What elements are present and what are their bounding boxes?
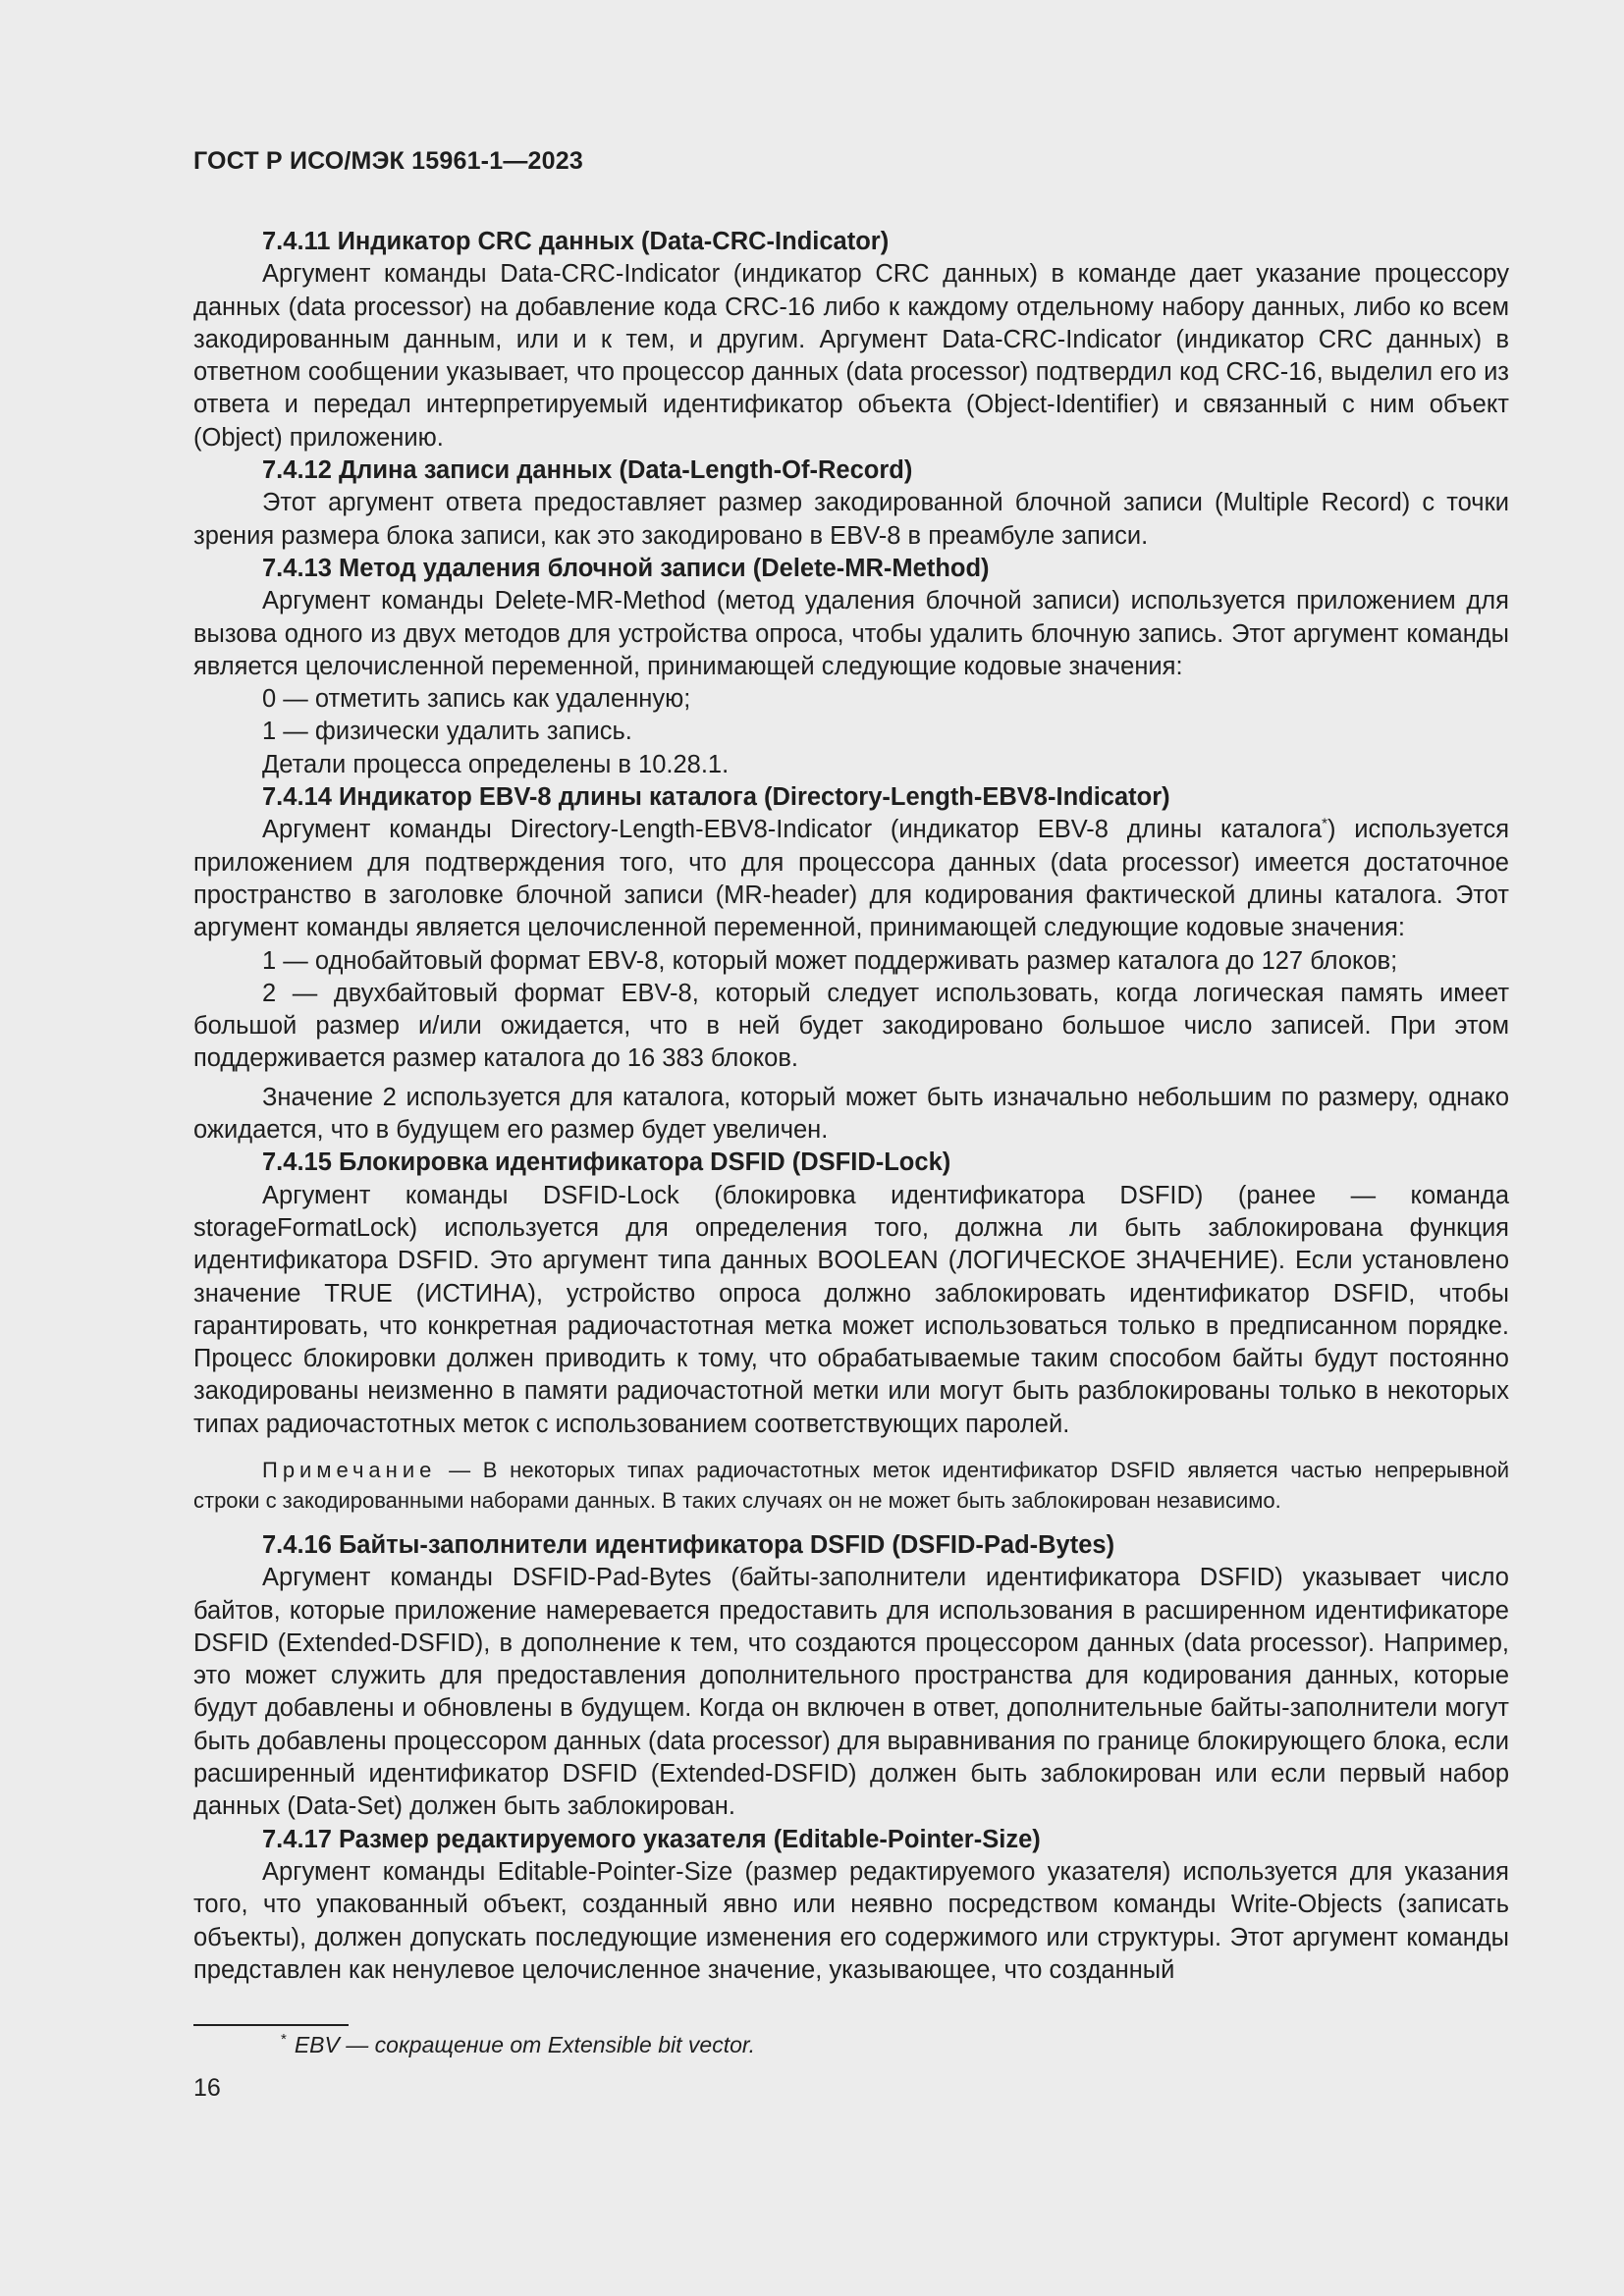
section-heading: 7.4.17 Размер редактируемого указателя (Editable-Pointer-Size) (262, 1825, 1041, 1853)
document-header: ГОСТ Р ИСО/МЭК 15961-1—2023 (193, 147, 583, 175)
section-heading: 7.4.14 Индикатор EBV-8 длины каталога (Directory-Length-EBV8-Indicator) (262, 783, 1170, 812)
section-heading: 7.4.13 Метод удаления блочной записи (Delete-MR-Method) (262, 554, 990, 582)
paragraph: Аргумент команды DSFID-Lock (блокировка идентификатора DSFID) (ранее — команда storageFormatLock) используется для определения того, должна ли быть заблокирована функция идентификатора DSFID. Это аргумент типа данных BOOLEAN (ЛОГИЧЕСКОЕ ЗНАЧЕНИЕ). Если установлено значение TRUE (ИСТИНА), устройство опроса должно заблокировать идентификатор DSFID, чтобы гарантировать, что конкретная радиочастотная метка может использоваться только в предписанном порядке. Процесс блокировки должен приводить к тому, что обрабатываемые таким способом байты будут постоянно закодированы неизменно в памяти радиочастотной метки или могут быть разблокированы только в некоторых типах радиочастотных меток с использованием соответствующих паролей. (193, 1181, 1509, 1438)
section-heading: 7.4.16 Байты-заполнители идентификатора DSFID (DSFID-Pad-Bytes) (262, 1530, 1115, 1559)
paragraph: Этот аргумент ответа предоставляет размер закодированной блочной записи (Multiple Record) с точки зрения размера блока записи, как это закодировано в EBV-8 в преамбуле записи. (193, 489, 1509, 550)
section-heading: 7.4.15 Блокировка идентификатора DSFID (DSFID-Lock) (262, 1148, 951, 1177)
footnote-text: EBV — сокращение от Extensible bit vector. (294, 2032, 756, 2057)
list-item: 2 — двухбайтовый формат EBV-8, который следует использовать, когда логическая память имеет большой размер и/или ожидается, что в ней будет закодировано большое число записей. При этом поддерживается размер каталога до 16 383 блоков. (193, 979, 1509, 1073)
paragraph-text: ) используется приложением для подтверждения того, что для процессора данных (data processor) имеется достаточное пространство в заголовке блочной записи (MR-header) для кодирования фактической длины каталога. Этот аргумент команды является целочисленной переменной, принимающей следующие кодовые значения: (193, 816, 1509, 942)
section-heading: 7.4.12 Длина записи данных (Data-Length-Of-Record) (262, 456, 913, 485)
paragraph: Аргумент команды Delete-MR-Method (метод удаления блочной записи) используется приложением для вызова одного из двух методов для устройства опроса, чтобы удалить блочную запись. Этот аргумент команды является целочисленной переменной, принимающей следующие кодовые значения: (193, 587, 1509, 680)
list-item: 1 — физически удалить запись. (262, 718, 632, 746)
list-item: 0 — отметить запись как удаленную; (262, 685, 691, 714)
list-item: 1 — однобайтовый формат EBV-8, который может поддерживать размер каталога до 127 блоков; (262, 946, 1398, 975)
note-label: Примечание (262, 1457, 437, 1482)
footnote-reference: * (1322, 815, 1327, 832)
note-text: — В некоторых типах радиочастотных меток идентификатор DSFID является частью непрерывной строки с закодированными наборами данных. В таких случаях он не может быть заблокирован независимо. (193, 1457, 1509, 1513)
paragraph: Аргумент команды DSFID-Pad-Bytes (байты-заполнители идентификатора DSFID) указывает число байтов, которые приложение намеревается предоставить для использования в расширенном идентификаторе DSFID (Extended-DSFID), в дополнение к тем, что создаются процессором данных (data processor). Например, это может служить для предоставления дополнительного пространства для кодирования данных, которые будут добавлены и обновлены в будущем. Когда он включен в ответ, дополнительные байты-заполнители могут быть добавлены процессором данных (data processor) для выравнивания по границе блокирующего блока, если расширенный идентификатор DSFID (Extended-DSFID) должен быть заблокирован или если первый набор данных (Data-Set) должен быть заблокирован. (193, 1564, 1509, 1821)
footnote (281, 2032, 755, 2058)
paragraph-text: Аргумент команды Directory-Length-EBV8-Indicator (индикатор EBV-8 длины каталога (262, 816, 1323, 844)
page-number: 16 (193, 2074, 221, 2102)
paragraph: Детали процесса определены в 10.28.1. (262, 750, 730, 778)
footnote-marker: * (281, 2031, 287, 2049)
paragraph (193, 814, 1509, 944)
document-body (193, 226, 1509, 1987)
section-heading: 7.4.11 Индикатор CRC данных (Data-CRC-Indicator) (262, 228, 890, 255)
paragraph: Аргумент команды Editable-Pointer-Size (размер редактируемого указателя) используется для указания того, что упакованный объект, созданный явно или неявно посредством команды Write-Objects (записать объекты), должен допускать последующие изменения его содержимого или структуры. Этот аргумент команды представлен как ненулевое целочисленное значение, указывающее, что созданный (193, 1857, 1509, 1984)
footnote-divider (193, 2024, 349, 2026)
paragraph: Аргумент команды Data-CRC-Indicator (индикатор CRC данных) в команде дает указание процессору данных (data processor) на добавление кода CRC-16 либо к каждому отдельному набору данных, либо ко всем закодированным данным, или и к тем, и другим. Аргумент Data-CRC-Indicator (индикатор CRC данных) в ответном сообщении указывает, что процессор данных (data processor) подтвердил код CRC-16, выделил его из ответа и передал интерпретируемый идентификатор объекта (Object-Identifier) и связанный с ним объект (Object) приложению. (193, 260, 1509, 452)
paragraph: Значение 2 используется для каталога, который может быть изначально небольшим по размеру, однако ожидается, что в будущем его размер будет увеличен. (193, 1083, 1509, 1145)
note (193, 1455, 1509, 1516)
